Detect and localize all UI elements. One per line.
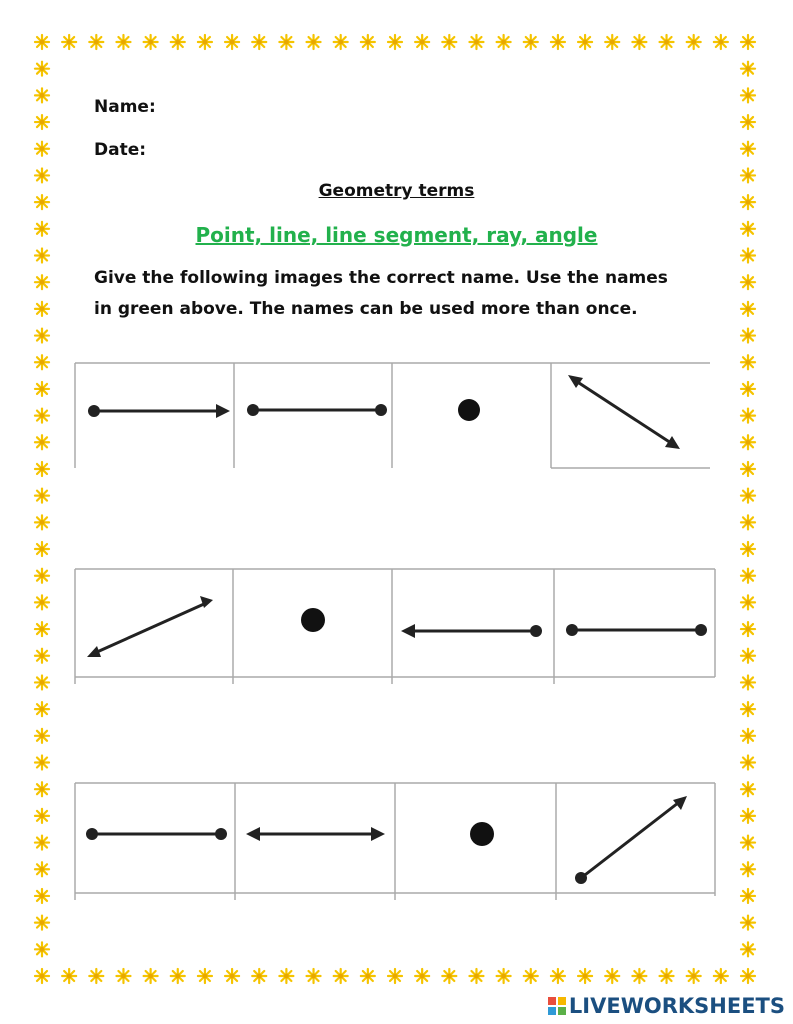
- line-segment-figure: [566, 624, 707, 636]
- border-star-icon: [660, 35, 674, 49]
- border-star-icon: [741, 88, 755, 102]
- border-star-icon: [741, 809, 755, 823]
- border-star-icon: [605, 35, 619, 49]
- border-star-icon: [334, 969, 348, 983]
- border-star-icon: [89, 969, 103, 983]
- line-figure: [568, 375, 680, 449]
- border-star-icon: [198, 969, 212, 983]
- border-star-icon: [741, 862, 755, 876]
- border-star-icon: [388, 35, 402, 49]
- border-star-icon: [35, 88, 49, 102]
- border-star-icon: [62, 969, 76, 983]
- liveworksheets-logo: [547, 994, 785, 1018]
- border-star-icon: [361, 969, 375, 983]
- line-figure: [246, 827, 385, 841]
- border-star-icon: [35, 809, 49, 823]
- border-star-icon: [551, 35, 565, 49]
- border-star-icon: [741, 542, 755, 556]
- border-star-icon: [89, 35, 103, 49]
- border-star-icon: [741, 329, 755, 343]
- border-star-icon: [307, 969, 321, 983]
- border-star-icon: [632, 35, 646, 49]
- border-star-icon: [35, 649, 49, 663]
- border-star-icon: [442, 35, 456, 49]
- border-star-icon: [741, 302, 755, 316]
- border-star-icon: [660, 969, 674, 983]
- border-star-icon: [35, 302, 49, 316]
- border-star-icon: [171, 969, 185, 983]
- instructions-line-2: in green above. The names can be used more than once.: [94, 299, 638, 319]
- point-figure: [470, 822, 494, 846]
- border-star-icon: [35, 942, 49, 956]
- border-star-icon: [307, 35, 321, 49]
- border-star-icon: [741, 409, 755, 423]
- border-star-icon: [225, 35, 239, 49]
- border-star-icon: [35, 969, 49, 983]
- border-star-icon: [741, 622, 755, 636]
- border-star-icon: [35, 836, 49, 850]
- border-star-icon: [714, 35, 728, 49]
- border-star-icon: [35, 355, 49, 369]
- border-star-icon: [35, 515, 49, 529]
- border-star-icon: [35, 462, 49, 476]
- name-label: Name:: [94, 97, 156, 117]
- border-star-icon: [35, 329, 49, 343]
- border-star-icon: [35, 862, 49, 876]
- border-star-icon: [469, 969, 483, 983]
- border-star-icon: [279, 35, 293, 49]
- border-star-icon: [741, 729, 755, 743]
- worksheet-title: Geometry terms: [318, 181, 475, 201]
- border-star-icon: [35, 382, 49, 396]
- border-star-icon: [198, 35, 212, 49]
- border-star-icon: [35, 622, 49, 636]
- border-star-icon: [279, 969, 293, 983]
- border-star-icon: [741, 382, 755, 396]
- border-star-icon: [524, 969, 538, 983]
- border-star-icon: [741, 275, 755, 289]
- border-star-icon: [35, 569, 49, 583]
- border-star-icon: [144, 969, 158, 983]
- border-star-icon: [741, 702, 755, 716]
- border-star-icon: [741, 569, 755, 583]
- border-star-icon: [741, 969, 755, 983]
- border-star-icon: [741, 595, 755, 609]
- border-star-icon: [741, 889, 755, 903]
- border-star-icon: [741, 836, 755, 850]
- border-star-icon: [35, 435, 49, 449]
- border-star-icon: [687, 35, 701, 49]
- point-figure: [458, 399, 480, 421]
- border-star-icon: [687, 969, 701, 983]
- liveworksheets-text: LIVEWORKSHEETS: [568, 994, 785, 1018]
- line-segment-figure: [247, 404, 387, 416]
- border-star-icon: [116, 35, 130, 49]
- border-star-icon: [741, 62, 755, 76]
- border-star-icon: [415, 969, 429, 983]
- border-star-icon: [442, 969, 456, 983]
- border-star-icon: [35, 729, 49, 743]
- border-star-icon: [605, 969, 619, 983]
- line-segment-figure: [86, 828, 227, 840]
- border-star-icon: [741, 355, 755, 369]
- border-star-icon: [741, 675, 755, 689]
- border-star-icon: [741, 248, 755, 262]
- border-star-icon: [334, 35, 348, 49]
- border-star-icon: [741, 489, 755, 503]
- border-star-icon: [35, 35, 49, 49]
- geometry-terms: Point, line, line segment, ray, angle: [195, 223, 598, 247]
- figure-row-3: [70, 776, 718, 903]
- border-star-icon: [741, 515, 755, 529]
- instructions-line-1: Give the following images the correct name. Use the names: [94, 268, 668, 288]
- border-star-icon: [741, 782, 755, 796]
- border-star-icon: [62, 35, 76, 49]
- date-label: Date:: [94, 140, 147, 160]
- border-star-icon: [632, 969, 646, 983]
- border-star-icon: [144, 35, 158, 49]
- border-star-icon: [524, 35, 538, 49]
- border-star-icon: [252, 35, 266, 49]
- border-star-icon: [35, 542, 49, 556]
- border-star-icon: [35, 248, 49, 262]
- border-star-icon: [578, 35, 592, 49]
- figure-row-2: [70, 562, 718, 687]
- ray-figure: [401, 624, 542, 638]
- border-star-icon: [35, 142, 49, 156]
- border-star-icon: [35, 916, 49, 930]
- border-star-icon: [741, 462, 755, 476]
- border-star-icon: [388, 969, 402, 983]
- border-star-icon: [35, 782, 49, 796]
- border-star-icon: [578, 969, 592, 983]
- border-star-icon: [741, 115, 755, 129]
- border-star-icon: [469, 35, 483, 49]
- border-star-icon: [415, 35, 429, 49]
- border-star-icon: [35, 595, 49, 609]
- border-star-icon: [741, 435, 755, 449]
- border-star-icon: [741, 649, 755, 663]
- line-figure: [87, 596, 213, 657]
- border-star-icon: [741, 35, 755, 49]
- point-figure: [301, 608, 325, 632]
- border-star-icon: [551, 969, 565, 983]
- ray-figure: [88, 404, 230, 418]
- border-star-icon: [35, 409, 49, 423]
- border-star-icon: [35, 489, 49, 503]
- border-star-icon: [497, 35, 511, 49]
- border-star-icon: [741, 916, 755, 930]
- border-star-icon: [252, 969, 266, 983]
- figure-row-1: [70, 356, 715, 472]
- border-star-icon: [497, 969, 511, 983]
- border-star-icon: [225, 969, 239, 983]
- border-star-icon: [35, 702, 49, 716]
- border-star-icon: [35, 889, 49, 903]
- border-star-icon: [741, 142, 755, 156]
- border-star-icon: [35, 275, 49, 289]
- border-star-icon: [361, 35, 375, 49]
- border-star-icon: [35, 756, 49, 770]
- border-star-icon: [35, 115, 49, 129]
- border-star-icon: [741, 942, 755, 956]
- border-star-icon: [116, 969, 130, 983]
- ray-figure: [575, 796, 687, 884]
- border-star-icon: [35, 62, 49, 76]
- liveworksheets-icon: [547, 996, 567, 1016]
- border-star-icon: [35, 675, 49, 689]
- border-star-icon: [714, 969, 728, 983]
- border-star-icon: [741, 756, 755, 770]
- border-star-icon: [171, 35, 185, 49]
